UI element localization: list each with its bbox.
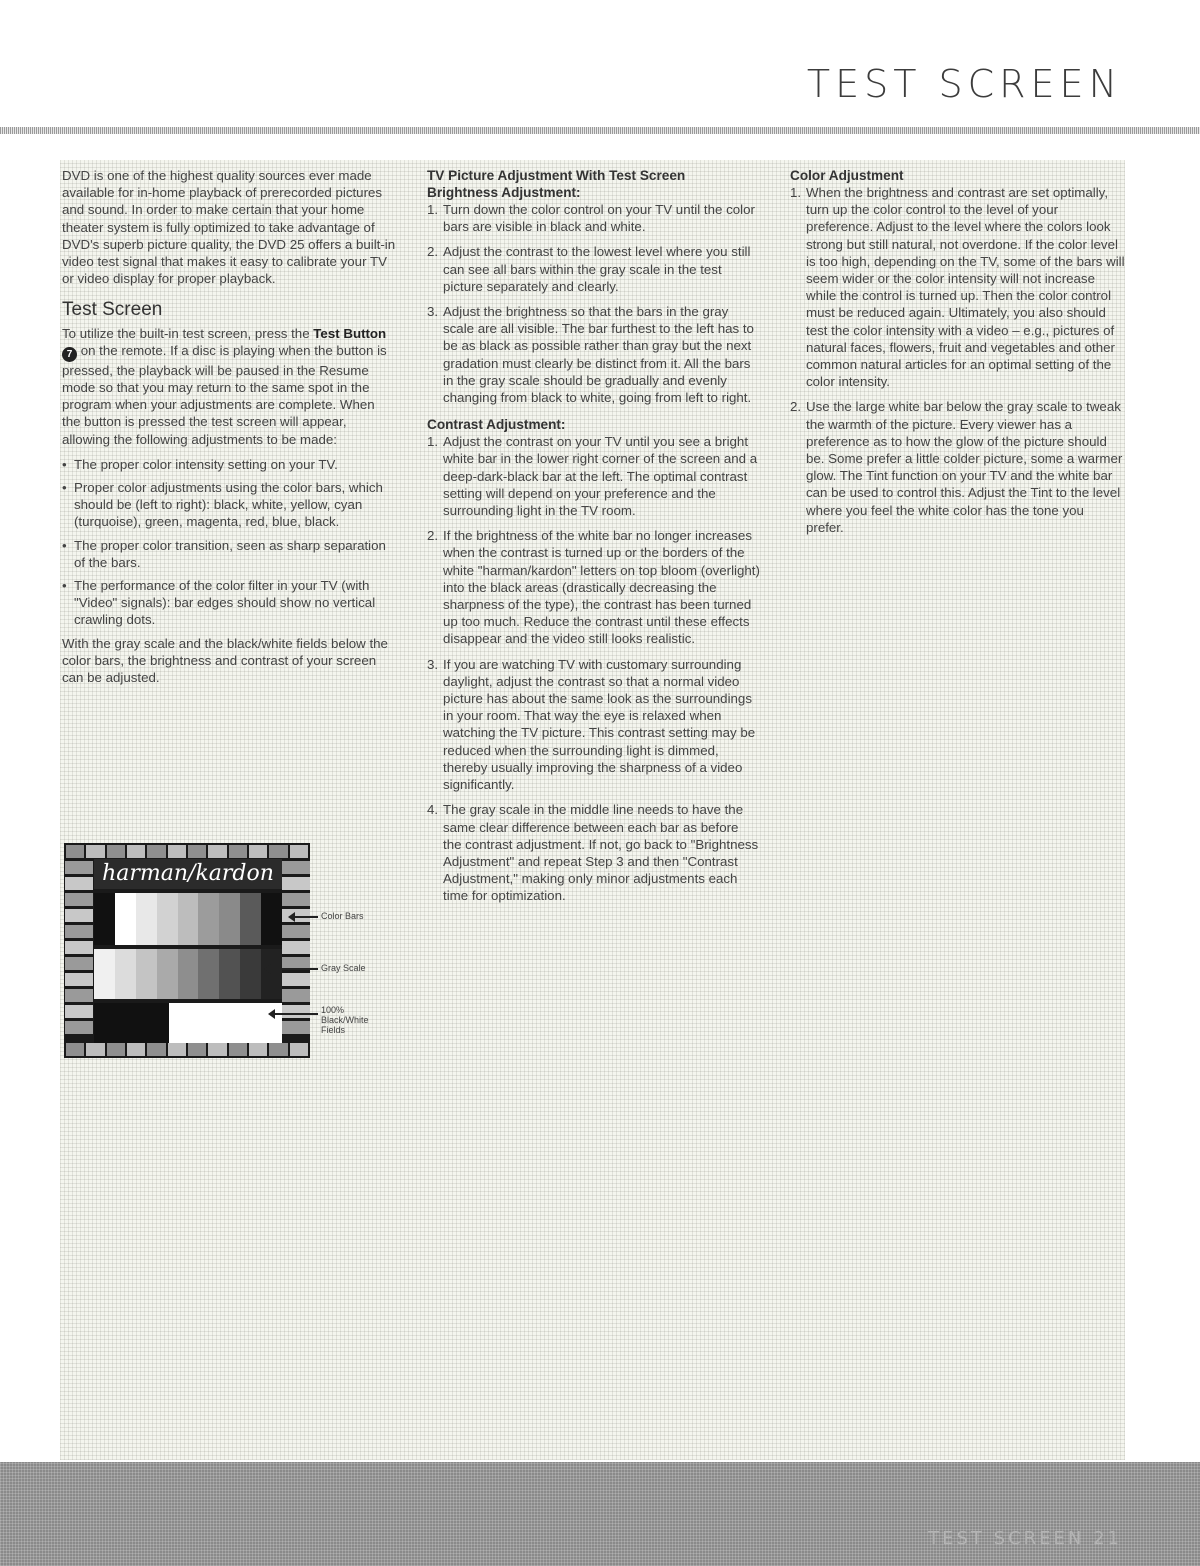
list-item-text: Use the large white bar below the gray scale to tweak the warmth of the picture. Every viewer has a preference as to how the glow of the picture should be. Some prefer a little colder picture, some a warmer glow. The Tint function on your TV and the white bar can be used to control this. Adjust the Tint to the level where you feel the white color has the tone you prefer. [806, 399, 1123, 535]
color-bars [94, 893, 282, 945]
step-number: 4. [427, 802, 439, 818]
label-line: 100% [321, 1005, 345, 1015]
gray-scale-bar [136, 949, 157, 999]
list-item [790, 398, 1125, 536]
border-checker-bottom [64, 1043, 310, 1056]
paragraph-text: To utilize the built-in test screen, press the [62, 325, 314, 341]
color-bar [178, 893, 199, 945]
color-bar [261, 893, 282, 945]
column-3 [790, 167, 1125, 544]
border-checker-right [282, 861, 310, 1034]
page-header-title: TEST SCREEN [806, 62, 1122, 106]
color-bar [240, 893, 261, 945]
column-2 [427, 167, 760, 913]
black-white-fields [94, 1003, 282, 1043]
white-field [169, 1003, 282, 1043]
list-item-text: Adjust the brightness so that the bars in the gray scale are all visible. The bar furthest to the left has to be as black as possible rather than gray but the next gradation must clearly be distinct from it. All the bars in the gray scale should be gradually and evenly changing from black to white, going from left to right. [443, 304, 754, 406]
border-checker-top [64, 845, 310, 858]
step-number: 1. [790, 185, 802, 200]
label-line: Fields [321, 1025, 346, 1035]
test-button-label: Test Button [313, 325, 387, 341]
color-bar [94, 893, 115, 945]
list-item [427, 656, 760, 794]
list-item-text: When the brightness and contrast are set optimally, turn up the color control to the level of your preference. Adjust to the level where the colors look strong but still natural, not overdone. If the color level is too high, depending on the TV, some of the bars will seem wider or the color intensity will not increase while the control is turned up. Then the color control must be reduced again. Ultimately, you also should test the color intensity with a video – e.g., pictures of natural faces, flowers, fruit and vegetables and other common natural articles for an optimal setting of the color intensity. [806, 185, 1125, 390]
gray-scale-bar [219, 949, 240, 999]
color-bar [136, 893, 157, 945]
color-bar [198, 893, 219, 945]
list-item-text: Adjust the contrast to the lowest level where you still can see all bars within the gray scale in the test picture separately and clearly. [443, 244, 751, 294]
bullet-icon: • [62, 537, 67, 553]
gray-scale-bar [157, 949, 178, 999]
test-screen-figure [64, 843, 394, 1058]
list-item [427, 801, 760, 904]
list-item-text: The gray scale in the middle line needs to have the same clear difference between each bar as before the contrast adjustment. If not, go back to "Brightness Adjustment" and repeat Step 3 and then "Contrast Adjustment," making only minor adjustments each time for optimization. [443, 802, 759, 904]
gray-scale-bar [240, 949, 261, 999]
gray-scale-bar [198, 949, 219, 999]
label-color-bars: Color Bars [321, 911, 364, 921]
section-heading-color-adjustment: Color Adjustment [790, 168, 904, 183]
label-black-white-fields [321, 1005, 369, 1035]
list-item-text: The performance of the color filter in your TV (with "Video" signals): bar edges should show no vertical crawling dots. [74, 578, 376, 628]
button-number-badge: 7 [62, 347, 77, 362]
step-number: 2. [427, 244, 439, 260]
black-field [94, 1003, 169, 1043]
brightness-steps [427, 201, 760, 406]
intro-paragraph: DVD is one of the highest quality sources ever made available for in-home playback of prerecorded pictures and sound. In order to make certain that your home theater system is fully optimized to take advantage of DVD's superb picture quality, the DVD 25 offers a built-in video test signal that makes it easy to calibrate your TV or video display for proper playback. [62, 168, 396, 287]
list-item-text: If you are watching TV with customary surrounding daylight, adjust the contrast so that a normal video picture has about the same look as the surroundings in your room. That way the eye is relaxed when watching the TV picture. This contrast setting may be reduced when the surrounding light is dimmed, thereby usually improving the sharpness of a video significantly. [443, 656, 756, 793]
contrast-steps [427, 433, 760, 904]
gray-scale-bar [94, 949, 115, 999]
step-number: 3. [427, 656, 439, 672]
paragraph-text: on the remote. If a disc is playing when the button is pressed, the playback will be paused in the Resume mode so that you may return to the same spot in the program when your adjustments are complete. When the button is pressed the test screen will appear, allowing the following adjustments to be made: [62, 342, 387, 447]
gray-scale-bar [261, 949, 282, 999]
gray-scale-bar [115, 949, 136, 999]
list-item [427, 527, 760, 647]
bullet-icon: • [62, 480, 67, 496]
list-item [427, 433, 760, 519]
color-bar [115, 893, 136, 945]
list-item [427, 243, 760, 295]
section-heading-tv-adjustment: TV Picture Adjustment With Test Screen [427, 168, 686, 183]
list-item [62, 479, 396, 531]
arrow-black-white-icon [274, 1013, 318, 1015]
gray-scale-paragraph: With the gray scale and the black/white fields below the color bars, the brightness and contrast of your screen can be adjusted. [62, 635, 388, 686]
bullet-icon: • [62, 456, 67, 472]
step-number: 1. [427, 434, 439, 450]
header-rule [0, 127, 1200, 134]
gray-scale [94, 949, 282, 999]
list-item-text: Turn down the color control on your TV until the color bars are visible in black and white. [443, 202, 755, 235]
list-item [62, 577, 396, 629]
step-number: 2. [427, 528, 439, 544]
footer-page-label: TEST SCREEN 21 [928, 1528, 1122, 1549]
gray-scale-bar [178, 949, 199, 999]
test-screen-paragraph [62, 325, 396, 448]
list-item-text: Adjust the contrast on your TV until you see a bright white bar in the lower right corner of the screen and a deep-dark-black bar at the left. The optimal contrast setting will depend on your preference and the surrounding light in the TV room. [443, 434, 758, 519]
harman-kardon-logo: harman/kardon [94, 859, 282, 889]
list-item-text: The proper color intensity setting on your TV. [74, 456, 338, 472]
list-item-text: If the brightness of the white bar no longer increases when the contrast is turned up or the borders of the white "harman/kardon" letters on top bloom (overlight) into the black areas (drastically decreasing the sharpness of the type), the contrast has been turned up too much. Reduce the contrast until these effects disappear and the video still looks realistic. [443, 528, 760, 647]
tv-test-screen [64, 843, 310, 1058]
label-line: Black/White [321, 1015, 369, 1025]
step-number: 2. [790, 399, 802, 415]
step-number: 1. [427, 202, 439, 217]
color-steps [790, 184, 1125, 536]
footer-band [0, 1462, 1200, 1566]
list-item [790, 184, 1125, 390]
subheading-contrast: Contrast Adjustment: [427, 417, 566, 433]
list-item-text: Proper color adjustments using the color bars, which should be (left to right): black, white, yellow, cyan (turquoise), green, magenta, red, blue, black. [74, 480, 383, 530]
subheading-brightness: Brightness Adjustment: [427, 185, 581, 200]
step-number: 3. [427, 304, 439, 320]
list-item-text: The proper color transition, seen as sharp separation of the bars. [74, 537, 386, 570]
list-item [62, 537, 396, 571]
arrow-color-bars-icon [294, 916, 318, 918]
adjustment-list [62, 456, 396, 629]
list-item [427, 201, 760, 235]
color-bar [157, 893, 178, 945]
list-item [62, 456, 396, 473]
section-heading-test-screen: Test Screen [62, 299, 163, 321]
bullet-icon: • [62, 578, 67, 594]
label-gray-scale: Gray Scale [321, 963, 366, 973]
column-1 [62, 167, 396, 694]
arrow-gray-scale-icon [270, 968, 318, 970]
list-item [427, 303, 760, 406]
border-checker-left [65, 861, 93, 1034]
color-bar [219, 893, 240, 945]
